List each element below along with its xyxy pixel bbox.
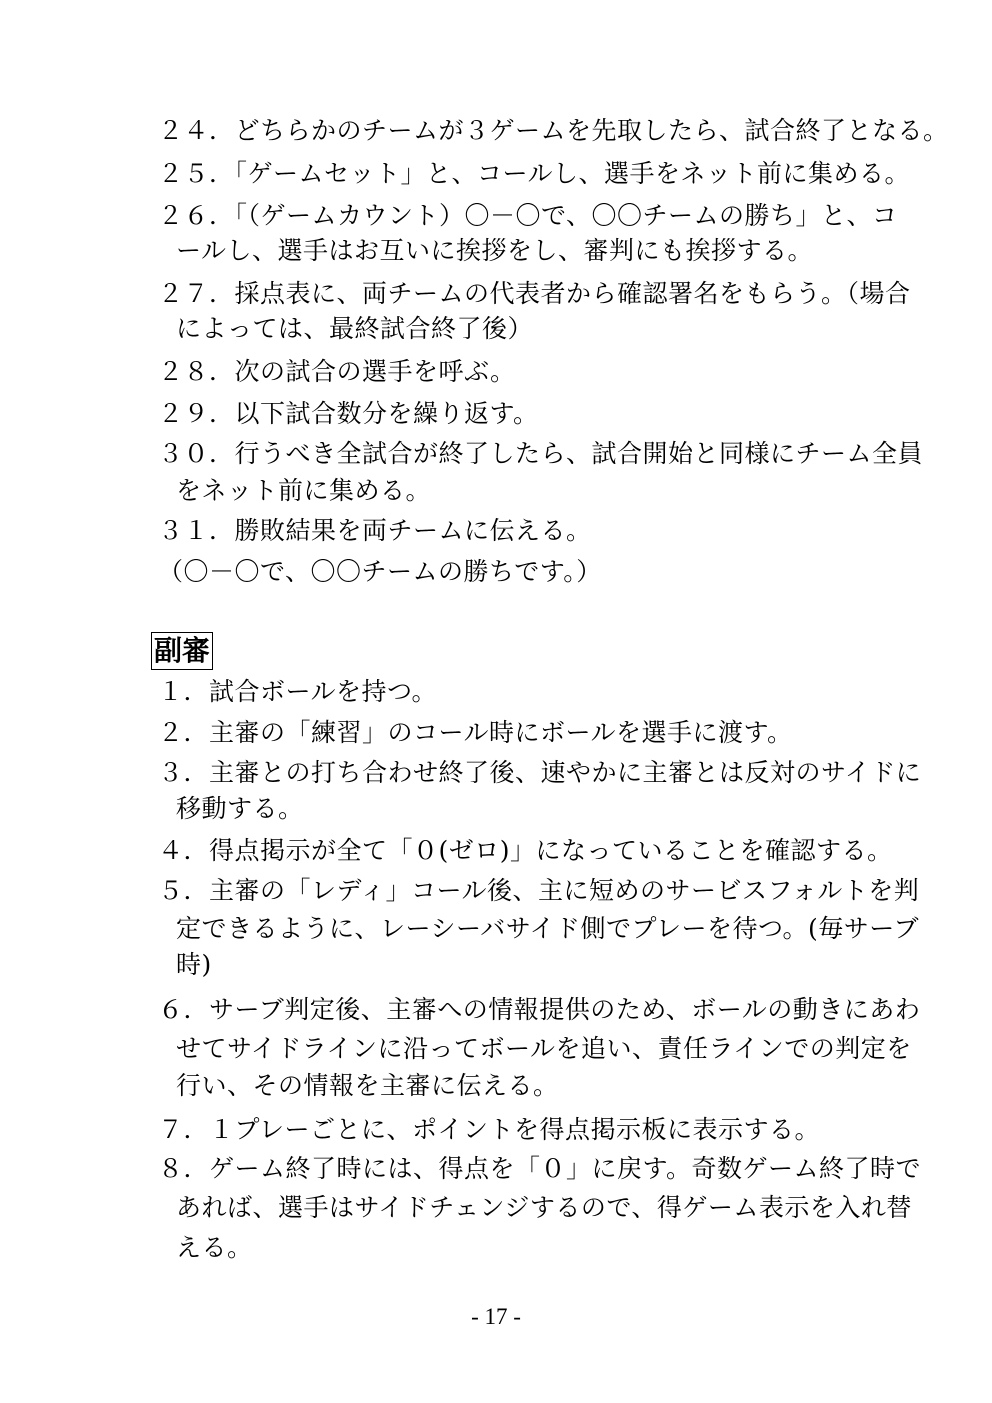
item-31-line-1: ３１．勝敗結果を両チームに伝える。: [158, 516, 592, 545]
section-heading-sub-referee: 副審: [151, 632, 213, 670]
item-29-line-1: ２９．以下試合数分を繰り返す。: [158, 399, 539, 428]
item-24-line-1: ２４．どちらかのチームが３ゲームを先取したら、試合終了となる。: [158, 116, 949, 145]
item-26-line-2: ールし、選手はお互いに挨拶をし、審判にも挨拶する。: [176, 236, 814, 265]
sub-item-8-line-3: える。: [176, 1233, 253, 1262]
sub-item-6-line-1: ６．サーブ判定後、主審への情報提供のため、ボールの動きにあわ: [158, 995, 921, 1024]
page-number: - 17 -: [471, 1304, 521, 1329]
sub-item-5-line-3: 時): [176, 950, 212, 979]
sub-item-8-line-1: ８．ゲーム終了時には、得点を「０」に戻す。奇数ゲーム終了時で: [158, 1154, 922, 1183]
sub-item-1-line-1: １．試合ボールを持つ。: [158, 677, 438, 706]
sub-item-6-line-3: 行い、その情報を主審に伝える。: [176, 1071, 559, 1100]
sub-item-5-line-2: 定できるように、レーシーバサイド側でプレーを待つ。(毎サーブ: [176, 914, 920, 943]
item-30-line-2: をネット前に集める。: [176, 476, 432, 505]
sub-item-3-line-1: ３．主審との打ち合わせ終了後、速やかに主審とは反対のサイドに: [158, 758, 922, 787]
sub-item-4-line-1: ４．得点掲示が全て「０(ゼロ)」になっていることを確認する。: [158, 836, 893, 865]
sub-item-3-line-2: 移動する。: [176, 794, 304, 823]
sub-item-8-line-2: あれば、選手はサイドチェンジするので、得ゲーム表示を入れ替: [176, 1193, 912, 1222]
item-28-line-1: ２８．次の試合の選手を呼ぶ。: [158, 357, 516, 386]
item-26-line-1: ２６．「（ゲームカウント）〇－〇で、〇〇チームの勝ち」と、コ: [158, 201, 898, 230]
item-30-line-1: ３０．行うべき全試合が終了したら、試合開始と同様にチーム全員: [158, 439, 924, 468]
sub-item-6-line-2: せてサイドラインに沿ってボールを追い、責任ラインでの判定を: [176, 1034, 912, 1063]
item-27-line-1: ２７．採点表に、両チームの代表者から確認署名をもらう。（場合: [158, 279, 911, 308]
sub-item-2-line-1: ２．主審の「練習」のコール時にボールを選手に渡す。: [158, 718, 793, 747]
item-27-line-2: によっては、最終試合終了後）: [176, 314, 534, 343]
sub-item-7-line-1: ７．１プレーごとに、ポイントを得点掲示板に表示する。: [158, 1115, 821, 1144]
sub-item-5-line-1: ５．主審の「レディ」コール後、主に短めのサービスフォルトを判: [158, 876, 920, 905]
result-call-line: （〇－〇で、〇〇チームの勝ちです。）: [158, 557, 602, 586]
item-25-line-1: ２５．「ゲームセット」と、コールし、選手をネット前に集める。: [158, 159, 911, 188]
